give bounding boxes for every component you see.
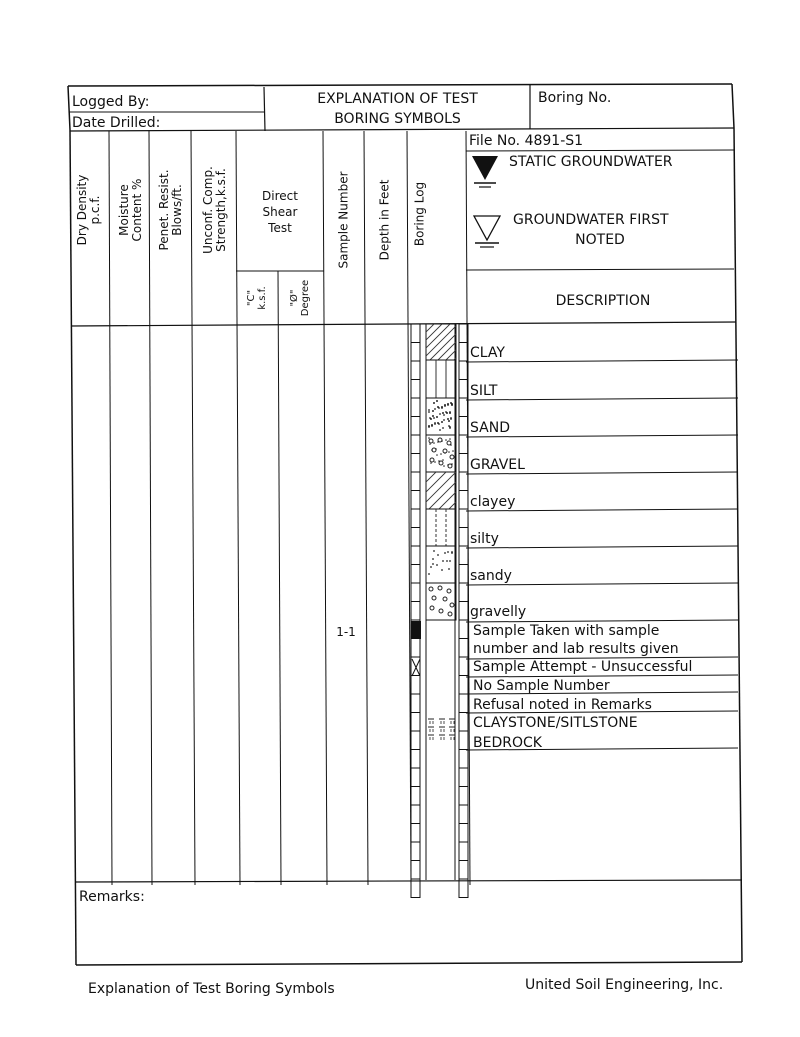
sample-attempt-line-1: Sample Attempt - Unsuccessful bbox=[473, 659, 693, 675]
log-ladder-right bbox=[459, 639, 468, 658]
log-ladder-right bbox=[459, 398, 468, 417]
log-ladder-left bbox=[411, 509, 420, 528]
log-ladder-left bbox=[411, 380, 420, 399]
sample-taken-line-2: number and lab results given bbox=[473, 641, 679, 657]
silt-pattern bbox=[426, 360, 456, 398]
groundwater-first-label-2: NOTED bbox=[575, 232, 625, 248]
log-ladder-left bbox=[411, 787, 420, 806]
sandy-pattern bbox=[426, 546, 456, 583]
log-ladder-right bbox=[459, 435, 468, 454]
log-ladder-left bbox=[411, 583, 420, 602]
log-ladder-left bbox=[411, 879, 420, 898]
description-header: DESCRIPTION bbox=[555, 293, 651, 309]
log-ladder-left bbox=[411, 731, 420, 750]
log-ladder-left bbox=[411, 491, 420, 510]
log-ladder-right bbox=[459, 343, 468, 362]
title-line-1: EXPLANATION OF TEST bbox=[317, 91, 478, 107]
log-ladder-right bbox=[459, 879, 468, 898]
phi-degree-header: "Ø" Degree bbox=[289, 279, 311, 317]
footer-company: United Soil Engineering, Inc. bbox=[525, 977, 724, 993]
log-ladder-right bbox=[459, 713, 468, 732]
log-ladder-right bbox=[459, 324, 468, 343]
desc-silty: silty bbox=[470, 531, 499, 547]
log-ladder-right bbox=[459, 583, 468, 602]
log-ladder-right bbox=[459, 509, 468, 528]
log-ladder-left bbox=[411, 324, 420, 343]
footer-title: Explanation of Test Boring Symbols bbox=[88, 981, 335, 997]
sample-number-value: 1-1 bbox=[336, 625, 356, 639]
refusal-note: Refusal noted in Remarks bbox=[473, 697, 652, 713]
log-ladder-right bbox=[459, 731, 468, 750]
remarks-label: Remarks: bbox=[79, 889, 145, 905]
log-ladder-right bbox=[459, 361, 468, 380]
log-ladder-left bbox=[411, 343, 420, 362]
silty-pattern bbox=[426, 509, 456, 546]
log-ladder-left bbox=[411, 602, 420, 621]
log-ladder-left bbox=[411, 639, 420, 658]
log-ladder-right bbox=[459, 491, 468, 510]
moisture-content-header: Moisture Content % bbox=[117, 178, 144, 242]
log-ladder-left bbox=[411, 842, 420, 861]
log-ladder-right bbox=[459, 472, 468, 491]
clayey-pattern bbox=[389, 472, 486, 509]
groundwater-first-label-1: GROUNDWATER FIRST bbox=[513, 212, 669, 228]
sample-taken-icon bbox=[411, 621, 421, 639]
log-ladder-left bbox=[411, 472, 420, 491]
sample-attempt-line-2: No Sample Number bbox=[473, 678, 610, 694]
log-ladder-left bbox=[411, 565, 420, 584]
log-ladder-left bbox=[411, 417, 420, 436]
desc-sandy: sandy bbox=[470, 568, 512, 584]
log-ladder-right bbox=[459, 620, 468, 639]
log-ladder-right bbox=[459, 380, 468, 399]
desc-sand: SAND bbox=[470, 420, 510, 436]
log-ladder-right bbox=[459, 694, 468, 713]
file-number: File No. 4891-S1 bbox=[469, 133, 584, 149]
bedrock-pattern bbox=[428, 719, 455, 740]
log-ladder-right bbox=[459, 676, 468, 695]
log-ladder-left bbox=[411, 435, 420, 454]
sample-taken-line-1: Sample Taken with sample bbox=[473, 623, 660, 639]
penetration-resistance-header: Penet. Resist. Blows/ft. bbox=[157, 169, 184, 251]
log-ladder-left bbox=[411, 768, 420, 787]
date-drilled-label: Date Drilled: bbox=[72, 115, 161, 131]
desc-gravelly: gravelly bbox=[470, 604, 527, 620]
log-ladder-right bbox=[459, 842, 468, 861]
bedrock-line-2: BEDROCK bbox=[473, 735, 542, 751]
desc-silt: SILT bbox=[470, 383, 498, 399]
log-ladder-right bbox=[459, 768, 468, 787]
log-ladder-left bbox=[411, 861, 420, 880]
depth-in-feet-header: Depth in Feet bbox=[377, 179, 392, 261]
gravel-pattern bbox=[426, 435, 456, 472]
bedrock-line-1: CLAYSTONE/SITLSTONE bbox=[473, 715, 638, 731]
log-ladder-right bbox=[459, 454, 468, 473]
log-ladder-right bbox=[459, 861, 468, 880]
log-ladder-left bbox=[411, 454, 420, 473]
direct-shear-header: Direct Shear Test bbox=[262, 189, 298, 235]
log-ladder-right bbox=[459, 417, 468, 436]
desc-clay: CLAY bbox=[470, 345, 505, 361]
log-ladder-left bbox=[411, 824, 420, 843]
log-ladder-right bbox=[459, 824, 468, 843]
gravelly-pattern bbox=[426, 583, 456, 620]
logged-by-label: Logged By: bbox=[72, 94, 150, 110]
log-ladder-left bbox=[411, 398, 420, 417]
sample-number-header: Sample Number bbox=[336, 171, 351, 269]
dry-density-header: Dry Density p.c.f. bbox=[75, 174, 102, 246]
boring-log-header: Boring Log bbox=[412, 181, 427, 247]
log-ladder-right bbox=[459, 787, 468, 806]
log-ladder-left bbox=[411, 805, 420, 824]
static-groundwater-label: STATIC GROUNDWATER bbox=[509, 154, 673, 170]
c-ksf-header: "C" k.s.f. bbox=[246, 286, 268, 310]
log-ladder-right bbox=[459, 602, 468, 621]
log-ladder-right bbox=[459, 657, 468, 676]
title-line-2: BORING SYMBOLS bbox=[334, 111, 461, 127]
log-ladder-right bbox=[459, 565, 468, 584]
log-ladder-left bbox=[411, 546, 420, 565]
log-ladder-left bbox=[411, 694, 420, 713]
log-ladder-left bbox=[411, 713, 420, 732]
sand-pattern bbox=[426, 398, 456, 435]
desc-clayey: clayey bbox=[470, 494, 516, 510]
boring-no-label: Boring No. bbox=[538, 90, 612, 106]
log-ladder-right bbox=[459, 805, 468, 824]
log-ladder-right bbox=[459, 546, 468, 565]
unconfined-compression-header: Unconf. Comp. Strength,k.s.f. bbox=[201, 166, 228, 254]
log-ladder-right bbox=[459, 528, 468, 547]
log-ladder-left bbox=[411, 361, 420, 380]
log-ladder-right bbox=[459, 750, 468, 769]
log-ladder-left bbox=[411, 528, 420, 547]
clay-pattern bbox=[390, 324, 490, 360]
log-ladder-left bbox=[411, 676, 420, 695]
log-ladder-left bbox=[411, 750, 420, 769]
desc-gravel: GRAVEL bbox=[470, 457, 525, 473]
